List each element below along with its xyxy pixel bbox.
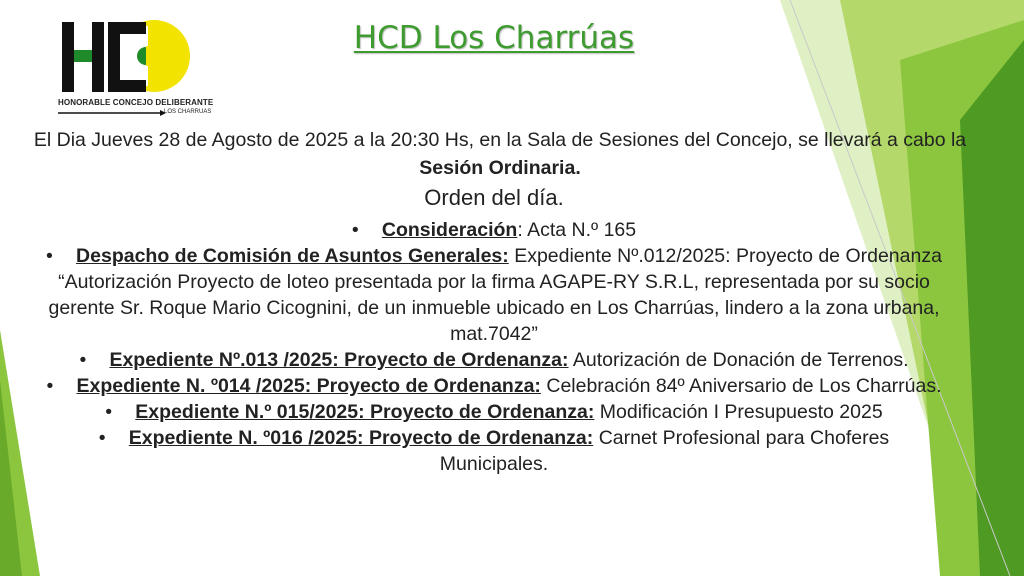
page-title: HCD Los Charrúas [353,20,635,56]
agenda-content [0,126,1024,477]
agenda-item-text: Acta N.º 165 [527,219,637,241]
agenda-item-text: Autorización de Donación de Terrenos. [572,349,909,371]
agenda-item [44,243,944,347]
bullet: • [98,427,106,449]
agenda-item-key: Expediente N. º014 /2025: Proyecto de Ordenanza: [76,375,541,397]
bullet: • [105,401,113,423]
logo-subcaption: LOS CHARRUAS [164,109,212,115]
order-heading: Orden del día. [424,185,564,210]
agenda-item-key: Expediente Nº.013 /2025: Proyecto de Ordenanza: [109,349,569,371]
agenda-item [44,425,944,477]
agenda-item-key: Expediente N. º016 /2025: Proyecto de Ordenanza: [128,427,594,449]
bullet: • [351,219,359,241]
bullet: • [46,245,53,267]
agenda-item [44,217,944,243]
agenda-item [44,373,944,399]
announcement-text: El Dia Jueves 28 de Agosto de 2025 a la 20:30 Hs, en la Sala de Sesiones del Concejo, se llevará a cabo la [33,129,967,151]
logo-arrow [58,110,168,116]
agenda-list [0,217,1024,477]
agenda-item [44,347,944,373]
session-type: Sesión Ordinaria. [419,157,581,179]
agenda-item-text: Celebración 84º Aniversario de Los Charrúas. [546,375,942,397]
session-announcement [20,126,980,182]
agenda-item-text: Carnet Profesional para Choferes Municipales. [439,427,890,475]
agenda-item-key: Despacho de Comisión de Asuntos Generales: [76,245,509,267]
agenda-item-key: Consideración [381,219,518,241]
bullet: • [79,349,87,371]
agenda-item-text: Expediente Nº.012/2025: Proyecto de Ordenanza “Autorización Proyecto de loteo presentada por la firma AGAPE-RY S.R.L, representada por su socio gerente Sr. Roque Mario Cicognini, de un inmueble ubicado en Los Charrúas, lindero a la zona urbana, mat.7042” [48,245,942,345]
agenda-item-sep: : [517,219,528,241]
agenda-item [44,399,944,425]
agenda-item-key: Expediente N.º 015/2025: Proyecto de Ordenanza: [135,401,595,423]
logo-caption: HONORABLE CONCEJO DELIBERANTE [58,98,214,107]
agenda-item-text: Modificación I Presupuesto 2025 [599,401,883,423]
bullet: • [46,375,54,397]
